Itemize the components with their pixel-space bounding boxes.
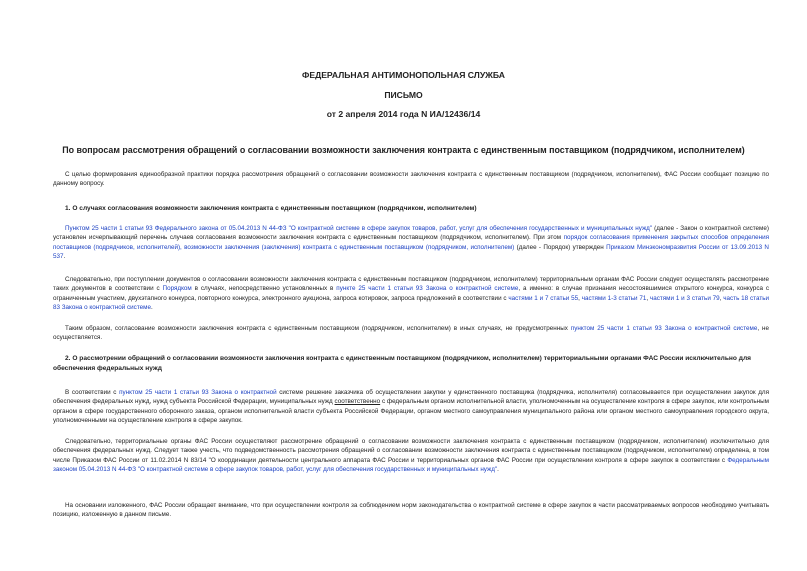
order-537-link[interactable]: Приказом Минэкономразвития России от 13.09.2013 N 537 [53, 243, 769, 261]
law-44fz-link[interactable]: Пунктом 25 части 1 статьи 93 Федерального закона от 05.04.2013 N 44-ФЗ "О контрактной системе в сфере закупок товаров, работ, услуг для обеспечения государственных и муниципальных нужд" [65, 225, 653, 232]
article79-link[interactable]: частями 1 и 3 статьи 79 [649, 294, 720, 302]
procedure-link-2[interactable]: Порядком [162, 285, 192, 293]
section1-paragraph-3: Таким образом, согласование возможности заключения контракта с единственным поставщиком (подрядчиком, исполнителем) в иных случаях, не предусмотренных пунктом 25 части 1 статьи 93 Закона о контрактной системе, не осуществляется. [53, 325, 770, 342]
article93-link[interactable]: пункте 25 части 1 статьи 93 Закона о контрактной системе [336, 285, 519, 293]
section1-paragraph-1: Пунктом 25 части 1 статьи 93 Федерального закона от 05.04.2013 N 44-ФЗ "О контрактной системе в сфере закупок товаров, работ, услуг для обеспечения государственных и муниципальных нужд" (далее - Закон о контрактной системе) установлен исчерпывающий перечень случаев согласования возможности заключения контракта с единственным поставщиком (подрядчиком, исполнителем). При этом порядок согласования применения закрытых способов определения поставщиков (подрядчиков, исполнителей), возможности заключения (заключения) контракта с единственным поставщиком (подрядчиком, исполнителем) (далее - Порядок) утвержден Приказом Минэкономразвития России от 13.09.2013 N 537. [53, 225, 770, 261]
article93-link-2[interactable]: пунктом 25 части 1 статьи 93 Закона о контрактной системе [570, 325, 758, 332]
section1-heading: 1. О случаях согласования возможности заключения контракта с единственным поставщиком (подрядчиком, исполнителем) [65, 205, 477, 212]
document-date-number: от 2 апреля 2014 года N ИА/12436/14 [326, 109, 481, 119]
article71-link[interactable]: частями 1-3 статьи 71 [581, 294, 647, 302]
document-type: ПИСЬМО [384, 90, 423, 100]
section2-heading: 2. О рассмотрении обращений о согласовании возможности заключения контракта с единственным поставщиком (подрядчиком, исполнителем) территориальными органами ФАС России исключительно для обеспечения федеральных нужд [53, 355, 751, 372]
document-subject: По вопросам рассмотрения обращений о согласовании возможности заключения контракта с единственным поставщиком (подрядчиком, исполнителем) [62, 145, 745, 155]
procedure-link[interactable]: порядок согласования применения закрытых способов определения поставщиков (подрядчиков, исполнителей), возможности заключения (заключения) контракта с единственным поставщиком (подрядчиком, исполнителем) [53, 234, 770, 251]
article93-link-3[interactable]: пунктом 25 части 1 статьи 93 Закона о контрактной [119, 389, 277, 396]
agency-title: ФЕДЕРАЛЬНАЯ АНТИМОНОПОЛЬНАЯ СЛУЖБА [302, 70, 505, 80]
article83-link[interactable]: часть 18 статьи 83 Закона о контрактной системе [53, 294, 770, 312]
section2-paragraph-2: Следовательно, территориальные органы ФАС России осуществляют рассмотрение обращений о согласовании возможности заключения контракта с единственным поставщиком (подрядчиком, исполнителем) исключительно для обеспечения федеральных нужд. Следует также учесть, что подведомственность рассмотрения обращений о согласовании возможности заключения контракта с единственным поставщиком (подрядчиком, исполнителем) определена, в том числе Приказом ФАС России от 11.02.2014 N 83/14 "О координации деятельности центрального аппарата ФАС России и территориальных органов ФАС России при осуществлении контроля в сфере закупок в соответствии с Федеральным законом 05.04.2013 N 44-ФЗ "О контрактной системе в сфере закупок товаров, работ, услуг для обеспечения государственных и муниципальных нужд". [53, 438, 769, 474]
section2-paragraph-3: На основании изложенного, ФАС России обращает внимание, что при осуществлении контроля за соблюдением норм законодательства о контрактной системе в сфере закупок в части рассматриваемых вопросов необходимо учитывать позицию, изложенную в данном письме. [53, 502, 769, 519]
article55-link[interactable]: частями 1 и 7 статьи 55 [508, 294, 579, 302]
law-44fz-link-2[interactable]: Федеральным законом 05.04.2013 N 44-ФЗ "О контрактной системе в сфере закупок товаров, работ, услуг для обеспечения государственных и муниципальных нужд" [53, 456, 769, 474]
intro-paragraph: С целью формирования единообразной практики порядка рассмотрения обращений о согласовании возможности заключения контракта с единственным поставщиком (подрядчиком, исполнителем), ФАС России сообщает позицию по данному вопросу. [53, 171, 769, 188]
section2-paragraph-1: В соответствии с пунктом 25 части 1 статьи 93 Закона о контрактной системе решение заказчика об осуществлении закупки у единственного поставщика (подрядчика, исполнителя) согласовывается при осуществлении закупок для обеспечения федеральных нужд, нужд субъекта Российской Федерации, муниципальных нужд соответственно с федеральным органом исполнительной власти, уполномоченным на осуществление контроля в сфере закупок, или контрольным органом в сфере государственного оборонного заказа, органом исполнительной власти субъекта Российской Федерации, органом местного самоуправления муниципального района или органом местного самоуправления городского округа, уполномоченными на осуществление контроля в сфере закупок. [53, 389, 770, 425]
section1-paragraph-2: Следовательно, при поступлении документов о согласовании возможности заключения контракта с единственным поставщиком (подрядчиком, исполнителем) территориальным органам ФАС России следует осуществлять рассмотрение таких документов в соответствии с Порядком в случаях, непосредственно установленных в пункте 25 части 1 статьи 93 Закона о контрактной системе, а именно: в случае признания несостоявшимися открытого конкурса, конкурса с ограниченным участием, двухэтапного конкурса, повторного конкурса, электронного аукциона, запроса котировок, запроса предложений в соответствии с частями 1 и 7 статьи 55, частями 1-3 статьи 71, частями 1 и 3 статьи 79, часть 18 статьи 83 Закона о контрактной системе. [53, 276, 770, 312]
